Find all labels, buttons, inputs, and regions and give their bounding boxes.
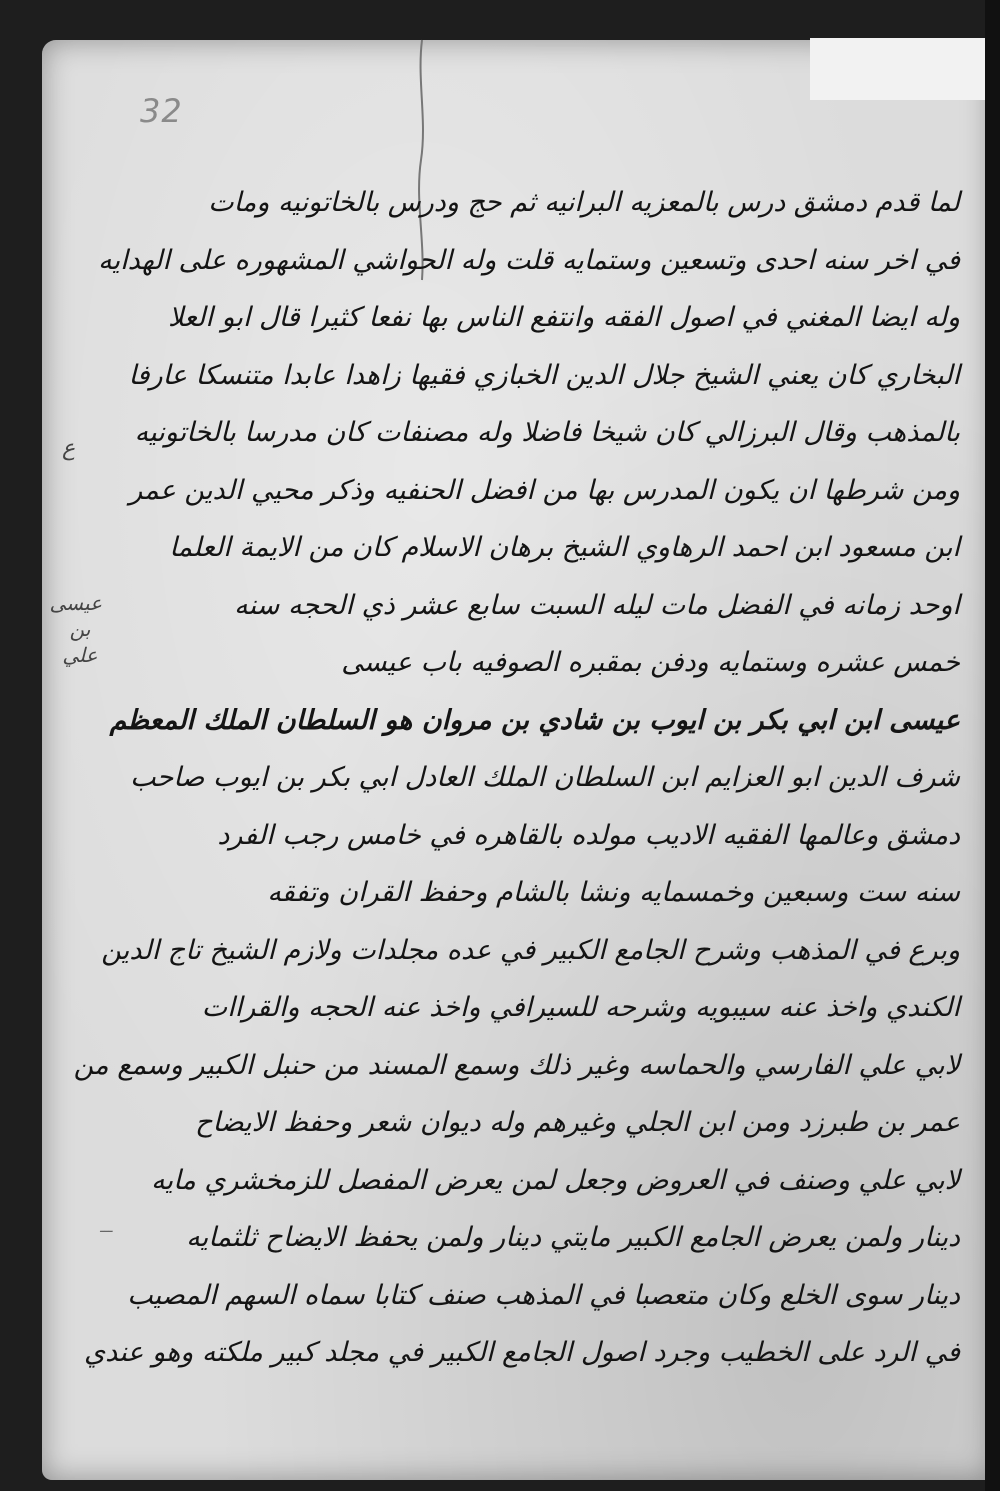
text-line: دمشق وعالمها الفقيه الاديب مولده بالقاهره في خامس رجب الفرد (217, 819, 960, 851)
text-line: لابي علي وصنف في العروض وجعل لمن يعرض المفصل للزمخشري مايه (151, 1164, 960, 1196)
text-line: لابي علي الفارسي والحماسه وغير ذلك وسمع المسند من حنبل الكبير وسمع من (73, 1049, 960, 1081)
text-line: بالمذهب وقال البرزالي كان شيخا فاضلا وله مصنفات كان مدرسا بالخاتونيه (134, 417, 960, 448)
scan-edge (985, 0, 1000, 1491)
text-line: في اخر سنه احدى وتسعين وستمايه قلت وله الحواشي المشهوره على الهدايه (98, 244, 960, 276)
text-line: عمر بن طبرزد ومن ابن الجلي وغيرهم وله ديوان شعر وحفظ الايضاح (195, 1107, 960, 1138)
text-line: الكندي واخذ عنه سيبويه وشرحه للسيرافي واخذ عنه الحجه والقراات (201, 992, 960, 1023)
text-line: وله ايضا المغني في اصول الفقه وانتفع الناس بها نفعا كثيرا قال ابو العلا (168, 302, 960, 333)
text-line: اوحد زمانه في الفضل مات ليله السبت سابع عشر ذي الحجه سنه (234, 589, 960, 621)
paper-strip (810, 38, 1000, 100)
entry-heading-line: عيسى ابن ابي بكر بن ايوب بن شادي بن مروان هو السلطان الملك المعظم (109, 704, 960, 736)
text-line: في الرد على الخطيب وجرد اصول الجامع الكبير في مجلد كبير ملكته وهو عندي (83, 1337, 960, 1368)
page-number: 32 (140, 92, 183, 130)
text-line: لما قدم دمشق درس بالمعزيه البرانيه ثم حج ودرس بالخاتونيه ومات (208, 187, 960, 218)
margin-note: عيسى بن علي (49, 591, 102, 667)
text-line: ومن شرطها ان يكون المدرس بها من افضل الحنفيه وذكر محيي الدين عمر (129, 474, 960, 506)
text-line: خمس عشره وستمايه ودفن بمقبره الصوفيه باب عيسى (341, 647, 960, 678)
text-line: البخاري كان يعني الشيخ جلال الدين الخبازي فقيها زاهدا عابدا متنسكا عارفا (128, 359, 960, 391)
margin-note: ع (62, 436, 76, 461)
text-line: وبرع في المذهب وشرح الجامع الكبير في عده مجلدات ولازم الشيخ تاج الدين (101, 934, 960, 966)
text-line: دينار سوى الخلع وكان متعصبا في المذهب صنف كتابا سماه السهم المصيب (127, 1279, 960, 1311)
text-line: دينار ولمن يعرض الجامع الكبير مايتي دينار ولمن يحفظ الايضاح ثلثمايه (186, 1222, 960, 1253)
text-line: شرف الدين ابو العزايم ابن السلطان الملك العادل ابي بكر بن ايوب صاحب (130, 762, 960, 793)
text-line: سنه ست وسبعين وخمسمايه ونشا بالشام وحفظ القران وتفقه (267, 877, 960, 908)
margin-note: ـــ (100, 1220, 113, 1236)
text-line: ابن مسعود ابن احمد الرهاوي الشيخ برهان الاسلام كان من الايمة العلما (169, 532, 960, 563)
